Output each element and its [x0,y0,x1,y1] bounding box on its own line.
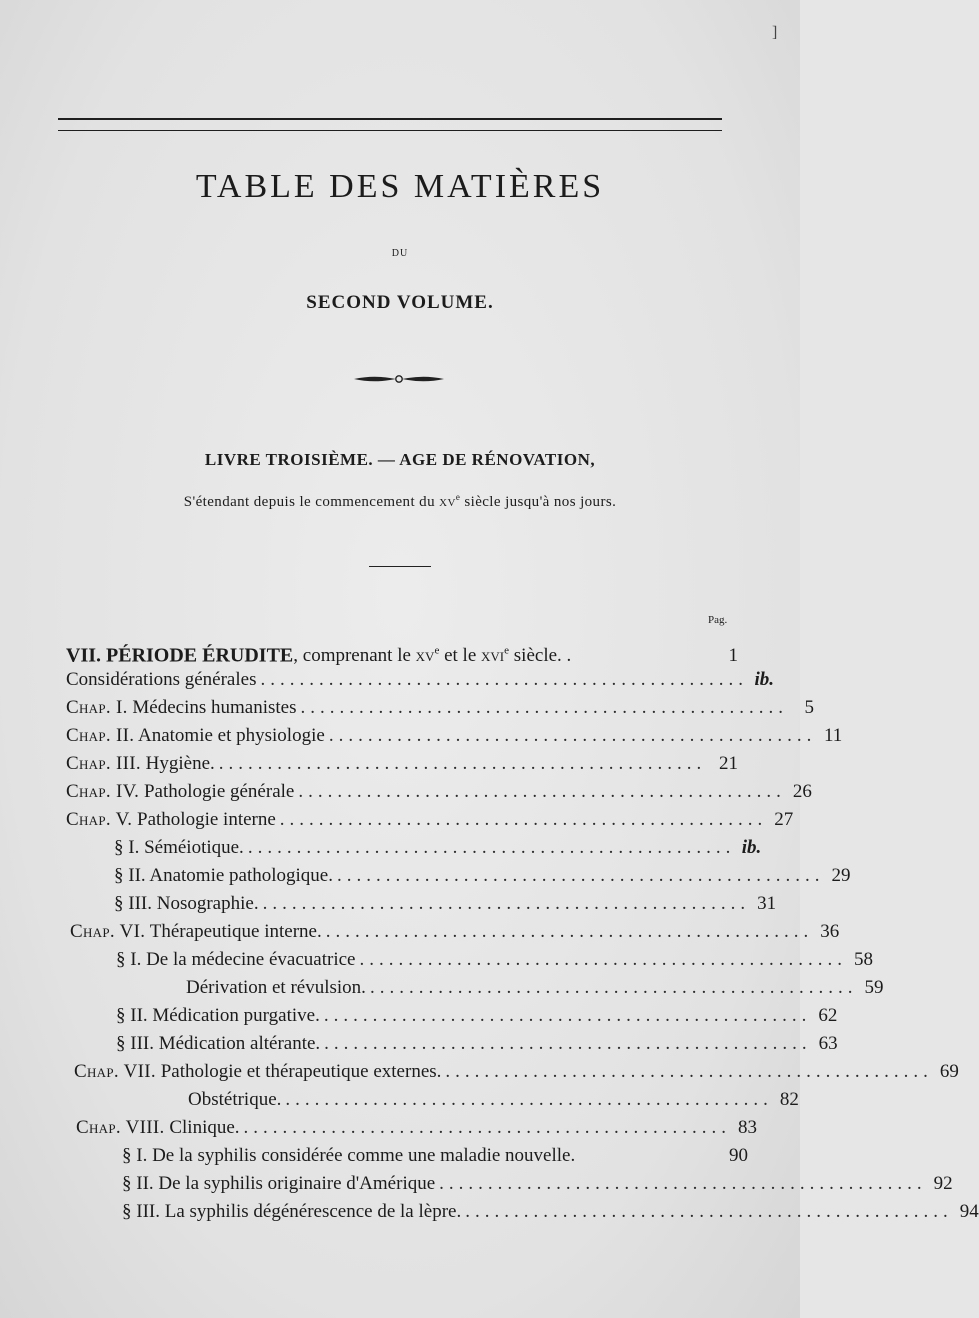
entry-text: La syphilis dégénérescence de la lèpre. [164,1201,462,1222]
leader-dots: .................................................. [328,725,817,746]
entry-prefix: Chap. VII. [74,1061,156,1082]
leader-dots: .................................................. [445,1061,933,1082]
toc-entry [66,808,794,832]
entry-prefix: Chap. V. [66,809,133,830]
toc-entry [186,976,884,1000]
ornament-divider-icon [352,372,446,386]
entry-page: 5 [804,697,815,718]
entry-page: 21 [719,753,738,774]
leader-dots: .................................................. [218,753,707,774]
toc-entry [122,1144,748,1168]
entry-page: ib. [741,837,762,858]
entry-page: 29 [831,865,851,886]
entry-page: 69 [939,1061,959,1082]
entry-prefix: VII. PÉRIODE ÉRUDITE [66,644,294,667]
entry-text: Séméiotique. [144,837,244,858]
entry-page: 83 [738,1117,758,1138]
toc-entry [76,1116,758,1140]
entry-prefix: § I. [116,949,142,970]
entry-page: 1 [728,645,738,667]
page-column-label: Pag. [708,614,728,626]
leader-dots: .................................................. [247,837,736,858]
leader-dots: .................................................. [285,1089,773,1110]
entry-text: Considérations générales [66,669,257,690]
toc-entry [116,948,873,972]
toc-entry [66,724,843,748]
toc-entry [66,752,738,776]
entry-text: Dérivation et révulsion. [186,977,366,998]
entry-page: 59 [864,977,884,998]
entry-text: De la syphilis considérée comme une maladie nouvelle. [152,1145,576,1166]
entry-prefix: Chap. II. [66,725,135,746]
entry-text: , comprenant le $xv^e$ et le xvi$^e$ siècle. . [293,645,572,667]
entry-prefix: Chap. III. [66,753,141,774]
leader-dots: .................................................. [324,1033,812,1054]
toc-entry [66,639,738,668]
toc-entry [116,1032,838,1056]
entry-prefix: § III. [116,1033,154,1054]
short-divider [369,566,431,567]
toc-entry [116,1004,838,1028]
toc-entry [66,696,815,720]
entry-prefix: § II. [122,1173,154,1194]
toc-entry [70,920,840,944]
entry-text: De la médecine évacuatrice [146,949,356,970]
toc-entry [74,1060,959,1084]
leader-dots: .................................................. [369,977,858,998]
entry-prefix: § II. [116,1005,148,1026]
leader-dots: .................................................. [262,893,751,914]
entry-page: ib. [754,669,774,690]
entry-text: Anatomie pathologique. [149,865,333,886]
entry-page: 58 [853,949,873,970]
entry-text: De la syphilis originaire d'Amérique [158,1173,436,1194]
top-double-rule [58,118,722,131]
book-subtitle: S'étendant depuis le commencement du $xv^e$ siècle jusqu'à nos jours. [183,492,617,510]
leader-dots: .................................................. [439,1173,927,1194]
leader-dots: .................................................. [300,697,789,718]
entry-page: 63 [818,1033,838,1054]
leader-dots: .................................................. [323,1005,812,1026]
entry-page: 36 [820,921,840,942]
leader-dots: .................................................. [359,949,847,970]
entry-prefix: § III. [122,1201,160,1222]
entry-page: 92 [933,1173,953,1194]
leader-dots: .................................................. [279,809,768,830]
entry-prefix: § I. [114,837,140,858]
volume-title: SECOND VOLUME. [306,292,494,313]
entry-text: Nosographie. [156,893,259,914]
leader-dots: .................................................. [337,865,825,886]
entry-page: 31 [757,893,777,914]
entry-text: Pathologie générale [143,781,295,802]
entry-text: Pathologie et thérapeutique externes. [160,1061,442,1082]
toc-entry [114,836,762,860]
entry-text: Médication altérante. [158,1033,321,1054]
entry-page: 90 [729,1145,748,1166]
entry-page: 27 [774,809,794,830]
entry-prefix: Chap. VI. [70,921,146,942]
entry-page: 94 [959,1201,979,1222]
entry-text: Obstétrique. [188,1089,282,1110]
entry-text: Thérapeutique interne. [149,921,322,942]
du-label: DU [391,248,409,259]
entry-page: 62 [818,1005,838,1026]
entry-text: Médication purgative. [152,1005,320,1026]
leader-dots: .................................................. [260,669,748,690]
toc-entry [188,1088,799,1112]
toc-entry [114,864,851,888]
entry-prefix: Chap. IV. [66,781,140,802]
toc-entry [66,780,812,804]
entry-text: Médecins humanistes [132,697,297,718]
margin-mark: ] [772,24,778,41]
leader-dots: .................................................. [325,921,814,942]
toc-entry [122,1200,979,1224]
page-title: TABLE DES MATIÈRES [195,168,605,205]
entry-text: Hygiène. [145,753,215,774]
toc-entry [66,668,774,692]
leader-dots: .................................................. [465,1201,953,1222]
leader-dots: .................................................. [298,781,786,802]
book-heading: LIVRE TROISIÈME. — AGE DE RÉNOVATION, [204,450,596,469]
leader-dots: .................................................. [243,1117,732,1138]
entry-page: 11 [824,725,843,746]
entry-page: 26 [792,781,812,802]
entry-text: Clinique. [169,1117,240,1138]
toc-entry [114,892,777,916]
entry-text: Anatomie et physiologie [138,725,325,746]
entry-prefix: Chap. VIII. [76,1117,165,1138]
entry-prefix: § I. [122,1145,148,1166]
entry-prefix: Chap. I. [66,697,128,718]
toc-entry [122,1172,953,1196]
entry-prefix: § III. [114,893,152,914]
entry-page: 82 [779,1089,799,1110]
entry-text: Pathologie interne [137,809,276,830]
entry-prefix: § II. [114,865,146,886]
